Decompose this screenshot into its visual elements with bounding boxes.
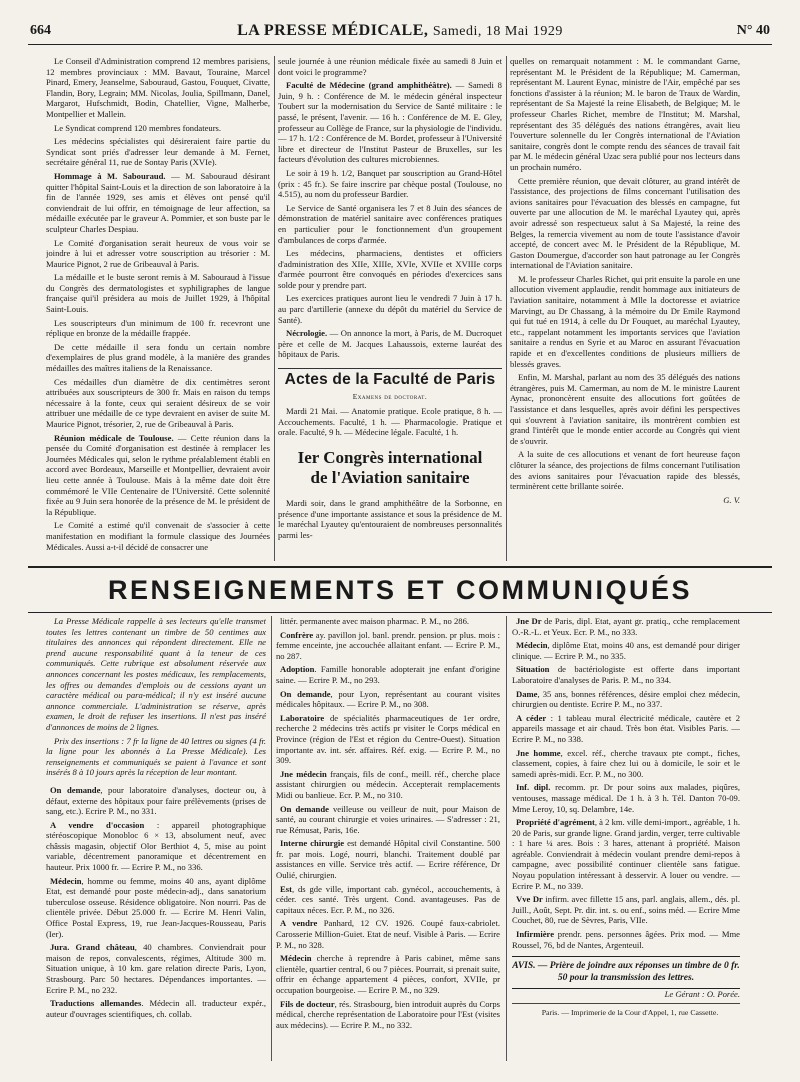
news-paragraph-text: Les médecins spécialistes qui désireraient faire partie du Syndicat sont priés d'adresser leur demande à M. Fernet, secrétaire général 11, rue de Sontay Paris (XVIe). — [46, 136, 270, 168]
classified-ad-text: de Paris, dipl. Etat, ayant gr. pratiq., cche remplacement O.-R.-L. et Yeux. Ecr. P. M., no 333. — [512, 616, 740, 637]
news-paragraph-text: Le Comité d'organisation serait heureux de vous voir se joindre à lui et adresser votre souscription au trésorier : M. Maurice Pignot, 2 rue de Gribeauval à Paris. — [46, 237, 270, 269]
classified-ad-heading: Traductions allemandes — [50, 998, 142, 1009]
ads-column-1-items — [46, 785, 266, 1019]
classified-ad-text: est demandé Hôpital civil Constantine. 500 fr. par mois. Logé, nourri, blanchi. Traitement doublé par assistances en ville. Service très actif. — Ecrire référence, Dr Oulié, chirurgien. — [276, 838, 500, 881]
classified-ad-heading: Inf. dipl. — [516, 782, 551, 793]
news-paragraph — [278, 168, 502, 200]
classified-ad — [276, 616, 500, 627]
news-column-2-items — [278, 56, 502, 360]
news-paragraph-text: Les souscripteurs d'un minimum de 100 fr. recevront une réplique en bronze de la médaille frappée. — [46, 317, 270, 339]
ads-prices: Prix des insertions : 7 fr la ligne de 40 lettres ou signes (4 fr. la ligne pour les abonnés à La Presse Médicale). Les renseignements et communiqués se paient à l'avance et sont insérés 8 à 10 jours après la réception de leur montant. — [46, 735, 266, 778]
news-paragraph-text: seule journée à une réunion médicale fixée au samedi 8 Juin et dont voici le programme? — [278, 56, 502, 77]
news-column-1 — [46, 56, 270, 561]
classified-ad-text: , excel. réf., cherche travaux pte compt., fiches, classement, copies, à faire chez lui ou à domicile, le soir et le samedi après-midi. Ecr. P. M., no 300. — [512, 747, 740, 779]
classified-ad — [276, 664, 500, 685]
ads-column-3-items — [512, 616, 740, 950]
news-paragraph — [278, 80, 502, 165]
classified-ad-heading: Jne Dr — [516, 616, 542, 626]
classified-ad — [276, 884, 500, 916]
congres-paragraph — [510, 449, 740, 491]
classified-ad-heading: On demande — [280, 803, 329, 814]
news-paragraph-text: — Samedi 8 Juin, 9 h. : Conférence de M. le médecin général inspecteur Toubert sur la modernisation du Service de Santé militaire : le passé, le présent, l'avenir. — 16 h. : Conférence de M. E. Gley, professeur au Collège de France, sur la physiologie de l'individu. — 17 h. 1/2 : Conférence de M. Bordet, professeur à l'Université libre et directeur de l'Institut Pasteur de Bruxelles, sur les facteurs d'évolution des cultures microbiennes. — [278, 80, 502, 165]
classified-ad-text: : appareil photographique stéréoscopique Monobloc 6 × 13, absolument neuf, avec châssis magasin, objectif Olor Berthiot 4, 5, mise au point variable, décentrement panoramique et décentrement en hauteur. Prix 1000 fr. — Ecrire P. M., no 336. — [46, 819, 266, 873]
news-paragraph — [46, 377, 270, 430]
classified-ad-heading: A vendre d'occasion — [50, 819, 145, 830]
faculte-subtitle: Examens de doctorat. — [352, 391, 428, 401]
classified-ad — [512, 689, 740, 710]
news-column-2 — [278, 56, 502, 561]
ads-column-3 — [512, 616, 740, 1064]
column-divider — [271, 616, 272, 1061]
classified-ad-heading: On demande — [50, 784, 101, 795]
classified-ad — [512, 640, 740, 661]
classified-ad — [276, 713, 500, 766]
news-column-3 — [510, 56, 740, 561]
classified-ad-text: , 40 chambres. Conviendrait pour maison de repos, convalescents, régimes, Altitude 300 m. Situation unique, à 10 km. gare relation directe Paris, Lyon, Strasbourg. Parc 50 hectares. Dépendances importantes. — Ecrire P. M., no 232. — [46, 942, 266, 995]
classified-ad — [46, 998, 266, 1019]
congres-paragraph-text: Cette première réunion, que devait clôturer, au grand intérêt de l'assistance, des projections de films concernant l'utilisation des avions sanitaires pour l'évacuation des blessés en campagne, fut ouverte par une allocution de M. le maréchal Lyautey qui, après avoir adressé son respectueux salut à Sa Majesté, la reine des Belges, la remercia vivement au nom de toute l'assistance d'avoir accepté, de concert avec M. le Président de la République, M. Gaston Doumergue, d'accorder son haut patronage au Ier Congrès international de l'Aviation sanitaire. — [510, 175, 740, 271]
classified-ad-heading: Jne médecin — [280, 768, 327, 779]
news-paragraph-text: La médaille et le buste seront remis à M. Sabouraud à l'issue du Congrès des dermatologistes et syphiligraphes de langue française qui'il présidera au mois de Juillet 1929, à l'hôpital Saint-Louis. — [46, 272, 270, 315]
classified-ad-heading: Médecin — [50, 875, 82, 886]
classified-ad-heading: Dame — [516, 688, 538, 699]
classified-ad-text: Panhard, 12 CV. 1926. Coupé faux-cabriolet. Carosserie Million-Guiet. Etat de neuf. Visible à Paris. — Ecrire P. M., no 328. — [276, 918, 500, 950]
classified-ad-text: , rés. Strasbourg, bien introduit auprès du Corps médical, cherche représentation de Laboratoire pour l'Est (visites aux médecins). — Ecrire P. M., no 332. — [276, 998, 500, 1030]
classified-ad — [46, 785, 266, 817]
avis-box: AVIS. — Prière de joindre aux réponses un timbre de 0 fr. 50 pour la transmission des lettres. — [512, 956, 740, 989]
news-paragraph — [46, 56, 270, 120]
news-paragraph-heading: Faculté de Médecine (grand amphithéâtre). — [286, 80, 452, 91]
congres-intro: Mardi soir, dans le grand amphithéâtre de la Sorbonne, en présence d'une importante assistance et sous la présidence de M. le maréchal Lyautey qu'entouraient de nombreuses personnalités parmi les- — [278, 498, 502, 540]
news-paragraph-text: — M. Sabouraud désirant quitter l'hôpital Saint-Louis et la direction de son laboratoire à la fin de l'année 1929, ses amis et élèves ont pensé qu'il conviendrait de lui offrir, en témoignage de leur affection, sa médaille exécutée par le graveur A. Pommier, et son buste par le sculpteur Charles Despiau. — [46, 170, 270, 234]
congres-paragraph-text: quelles on remarquait notamment : M. le commandant Garne, représentant M. le Président de la République; M. Camerman, représentant M. Laurent Eynac, ministre de l'Air, empêché par ses fonctions d'assister à la réunion; M. le baron de Traux de Wardin, représentant de Sa Majesté la reine Elisabeth, de Belgique; M. le professeur Charles Richet, membre de l'Institut; M. Marshal, représentant des 35 délégués des nations étrangères, avait lieu l'ouverture solennelle du Ier Congrès international de l'Aviation sanitaire, congrès dont le compte rendu des séances de travail fait par M. le médecin général Uzac sera publié pour nos lecteurs dans un prochain numéro. — [510, 56, 740, 172]
classified-ad — [276, 769, 500, 801]
section-title: RENSEIGNEMENTS ET COMMUNIQUÉS — [107, 575, 693, 605]
classified-ad-text: littér. permanente avec maison pharmac. P. M., no 286. — [280, 616, 470, 626]
column-divider — [506, 616, 507, 1061]
issue-date: Samedi, 18 Mai 1929 — [432, 24, 563, 39]
news-paragraph-text: — On annonce la mort, à Paris, de M. Ducroquet père et celle de M. Jacques Lahaussois, externe lauréat des hôpitaux de Paris. — [278, 328, 502, 360]
news-paragraph — [278, 203, 502, 245]
congres-paragraph-text: A la suite de ces allocutions et venant de fort heureuse façon clôturer la séance, des projections de films concernant l'utilisation des avions sanitaires pour l'évacuation rapide des blessés, terminèrent cette brillante soirée. — [510, 449, 740, 492]
news-paragraph — [46, 342, 270, 374]
section-banner — [28, 566, 772, 613]
classified-ad — [276, 918, 500, 950]
congres-paragraph — [510, 372, 740, 446]
news-paragraph — [46, 520, 270, 552]
article-signature: G. V. — [723, 494, 740, 505]
classified-ad — [512, 616, 740, 637]
classified-ad — [276, 953, 500, 995]
faculte-text: Mardi 21 Mai. — Anatomie pratique. Ecole pratique, 8 h. — Accouchements. Faculté, 1 h. — Pharmacologie. Pratique et orale. Faculté, 9 h. — Médecine légale. Faculté, 1 h. — [278, 406, 502, 438]
news-paragraph — [46, 318, 270, 339]
classified-ad — [276, 630, 500, 662]
news-paragraph — [46, 123, 270, 134]
classified-ad-text: , homme ou femme, moins 40 ans, ayant diplôme Etat, est demandé pour poste médecin-adj., dans sanatorium tuberculose osseuse. Résidence obligatoire. Non nourri. Pas de clientèle privée. Début 25.000 fr. — Ecrire M. Henri Valin, Office Postal Express, 19, rue Jean-Jacques-Rousseau, Paris (Ier). — [46, 875, 266, 939]
page-header — [28, 22, 772, 45]
classified-ad-heading: Situation — [516, 664, 550, 675]
classified-ad — [512, 713, 740, 745]
classified-ad-text: , diplôme Etat, moins 40 ans, est demandé pour diriger clinique. — Ecrire P. M., no 335. — [512, 640, 740, 661]
classified-ad — [276, 838, 500, 880]
classified-ad-text: de spécialités pharmaceutiques de 1er ordre, recherche 2 médecins très actifs pr visiter le Corps médical en Province (région de l'Est et région du Centre-Ouest). Situation importante av. int. sér. affaires. Réf. exig. — Ecrire P. M., no 309. — [276, 712, 500, 766]
classified-ad-text: de bactériologiste est offerte dans important Laboratoire d'analyses de Paris. P. M., no 334. — [512, 664, 740, 685]
classified-ad-heading: Infirmière — [516, 929, 555, 940]
column-divider — [274, 56, 275, 561]
classified-ad-text: . Médecin all. traducteur expér., auteur d'ouvrages scientifiques, ch. collab. — [46, 998, 266, 1019]
news-paragraph-text: De cette médaille il sera fondu un certain nombre d'exemplaires de plus grand modèle, à la manière des grandes médailles des maîtres italiens de la Renaissance. — [46, 341, 270, 374]
classified-ad — [46, 820, 266, 873]
classified-ad-heading: Vve Dr — [516, 894, 543, 905]
classified-ad-text: , 35 ans, bonnes références, désire emploi chez médecin, chirurgien ou dentiste. Ecrire P. M., no 337. — [512, 688, 740, 710]
classified-ad-heading: Est — [280, 883, 292, 894]
congres-paragraph-text: M. le professeur Charles Richet, qui prit ensuite la parole en une allocution vivement applaudie, rendit hommage aux initiateurs de l'aviation sanitaire, notamment à Mlle la doctoresse et aviatrice Marvingt, au Dr Chassang, à la mémoire du Dr Emile Raymond qui fut tué en 1914, à celle du Dr Fouquet, au maréchal Lyautey, etc., rappelant notamment les importants services que l'aviation sanitaire a rendus en Syrie et au Maroc en assurant l'évacuation rapide et en d'excellentes conditions de plusieurs milliers de blessés graves. — [510, 273, 740, 369]
ads-notice: La Presse Médicale rappelle à ses lecteurs qu'elle transmet toutes les lettres contenant un timbre de 50 centimes aux titulaires des annonces qui répondent directement. Elle ne prend aucune responsabilité quant à la teneur de ces communiqués. Cette rubrique est absolument réservée aux annonces concernant les postes médicaux, les remplacements, les offres ou demandes d'emplois ou de cessions ayant un caractère médical ou para-médical; il n'y est inséré aucune annonce commerciale. L'administration se réserve, après examen, le droit de refuser les insertions. Il n'est pas inséré d'annonces de moins de 2 lignes. — [46, 616, 266, 732]
classified-ad-heading: Médecin — [280, 953, 312, 964]
congres-title — [278, 448, 502, 488]
classified-ad-text: . Famille honorable adopterait jne enfant d'origine saine. — Ecrire P. M., no 293. — [276, 664, 500, 685]
news-paragraph — [278, 248, 502, 290]
classified-ad — [512, 782, 740, 814]
classified-ad-heading: A céder — [516, 712, 547, 723]
classified-ad-text: cherche à reprendre à Paris cabinet, même sans clientèle, quartier central, 6 ou 7 pièces. Pourrait, si prenait suite, offrir en échange appartement 4 pièces, confort, XVIIe, pr occupation bourgeoise. — Ecrire P. M., no 329. — [276, 953, 500, 995]
news-paragraph — [46, 272, 270, 314]
classified-ad-text: ay. pavillon jol. banl. prendr. pension. pr plus. mois : femme enceinte, jne accouchée allaitant enfant. — Ecrire P. M., no 287. — [276, 629, 500, 661]
column-divider — [506, 56, 507, 561]
classified-ad — [512, 929, 740, 950]
classified-ad-heading: Jne homme — [516, 747, 561, 758]
ads-column-1 — [46, 616, 266, 1061]
gerant-line: Le Gérant : O. Porée. — [664, 989, 740, 1000]
ads-column-2 — [276, 616, 500, 1061]
classified-ad-heading: Adoption — [280, 664, 315, 675]
news-paragraph — [46, 171, 270, 235]
congres-paragraph-text: Enfin, M. Marshal, parlant au nom des 35 délégués des nations étrangères, puis M. Camerman, au nom de M. le ministre Laurent Aynac, prononcèrent ensuite des allocutions fort goûtées de l'assistance et dans lesquelles, après avoir défini les perspectives qui s'ouvrent à l'aviation sanitaire, ils montrèrent combien est grand l'intérêt que le monde entier accorde au Congrès qui vient de s'ouvrir. — [510, 372, 740, 446]
classified-ad — [276, 689, 500, 710]
classified-ad-text: français, fils de conf., meill. réf., cherche place assistant chirurgien ou médecin. Accepterait remplacements Midi ou banlieue. Ecr. P. M., no 310. — [276, 768, 500, 800]
news-paragraph — [278, 328, 502, 360]
news-paragraph — [46, 136, 270, 168]
classified-ad-text: , ds gde ville, important cab. gynécol., accouchements, à céder. ces santé. Très urgent. Cond. avantageuses. Pas de capitaux néces. Ecr. P. M., no 326. — [276, 883, 500, 915]
classified-ad-heading: Jura. Grand château — [50, 942, 135, 953]
classified-ad-heading: Interne chirurgie — [280, 838, 345, 849]
imprimerie-line: Paris. — Imprimerie de la Cour d'Appel, 1, rue Cassette. — [512, 1003, 740, 1019]
masthead-title — [28, 22, 772, 40]
classified-ad — [46, 942, 266, 995]
classified-ad-heading: Propriété d'agrément — [516, 817, 595, 828]
classified-ad-text: infirm. avec fillette 15 ans, parl. anglais, allem., dés. pl. Juill., Août, Sept. Pr. dir. int. s. ou enf., soins méd. — Ecrire Mme Couchet, 80, rue de Sèvres, Paris, VIIe. — [512, 894, 740, 926]
classified-ad-heading: A vendre — [280, 918, 318, 929]
news-paragraph-text: Le Conseil d'Administration comprend 12 membres parisiens, 12 membres provinciaux : MM. Bavaut, Touraine, Marcel Pinard, Emery, Jeanselme, Sabouraud, Gastou, Fouquet, Civatte, Flandin, Bory, Legrain; MM. Nicolas, Joulia, Spillmann, Danel, Margarot, Hufschmidt, Bodin, Chatellier, Vigne, Malherbe, Montpellier et Mallein. — [46, 56, 270, 119]
news-column-3-items — [510, 56, 740, 492]
classified-ad — [46, 876, 266, 940]
classified-ad-text: , à 2 km. ville demi-import., agréable, 1 h. 20 de Paris, sur grande ligne. Grand jardin, verger, terre cultivable : 1 hare ¼ ares. Bois : 3 hares, attenant à propriété. Maison agréable. Conviendrait à médecin voulant prendre demi-repos à campagne, avec possibilité continuer clientèle sans fatigue. Noyau population intéressant à desservir. A louer ou vendre. — Ecrire P. M., no 339. — [512, 817, 740, 891]
classified-ad-text: , pour laboratoire d'analyses, docteur ou, à défaut, externe des hôpitaux pour faire prélèvements (prises de sang, etc.). Ecrire P. M., no 331. — [46, 784, 266, 817]
classified-ad-heading: On demande — [280, 688, 331, 699]
news-paragraph-text: Le soir à 19 h. 1/2, Banquet par souscription au Grand-Hôtel (prix : 45 fr.). Se faire inscrire par chèque postal (Toulouse, no 4.515), au nom du professeur Bardier. — [278, 167, 502, 200]
congres-paragraph — [510, 56, 740, 173]
news-paragraph-text: Les médecins, pharmaciens, dentistes et officiers d'administration des XIIe, XIIIe, XVIe, XVIIe et XVIIIe corps d'armée pourront être convoqués en périodes d'exercices sans solde pour y prendre part. — [278, 248, 502, 290]
classified-ad — [512, 748, 740, 780]
classified-ad — [512, 817, 740, 891]
classified-ad-text: : 1 tableau mural électricité médicale, cautère et 2 appareils massage et air chaud. Très bon état. Visibles Paris. — Ecrire P. M., no 338. — [512, 712, 740, 744]
news-paragraph-text: Le Comité a estimé qu'il convenait de s'associer à cette manifestation en modifiant la formule classique des Journées Médicales. Aussi a-t-il décidé de consacrer une — [46, 520, 270, 552]
news-paragraph-text: Ces médailles d'un diamètre de dix centimètres seront attribuées aux souscripteurs de 300 fr. Mais en raison du temps nécessaire à la fonte, ceux qui seraient désireux de se voir attribuer une médaille de ce type devraient en aviser de suite M. Maurice Pignot, trésorier, 2, rue de Gribeauval à Paris. — [46, 376, 270, 429]
news-paragraph — [46, 433, 270, 518]
news-paragraph-heading: Hommage à M. Sabouraud. — [54, 170, 166, 181]
classified-ad-heading: Laboratoire — [280, 712, 325, 723]
news-paragraph — [46, 238, 270, 270]
congres-title-line-1: Ier Congrès international — [297, 448, 483, 467]
classified-ad — [512, 664, 740, 685]
congres-paragraph — [510, 274, 740, 369]
classified-ad-heading: Fils de docteur — [280, 998, 335, 1009]
news-paragraph-heading: Réunion médicale de Toulouse. — [54, 432, 174, 443]
classified-ad-text: prendr. pens. personnes âgées. Prix mod. — Mme Roussel, 76, bd de Nantes, Argenteuil. — [512, 929, 740, 950]
congres-title-line-2: de l'Aviation sanitaire — [310, 468, 470, 487]
page-number: 664 — [30, 23, 51, 38]
classified-ad — [512, 894, 740, 926]
news-paragraph — [278, 293, 502, 325]
issue-number: N° 40 — [736, 23, 770, 38]
news-paragraph-text: — Cette réunion dans la pensée du Comité d'organisation est destinée à remplacer les Journées Médicales qui, selon le rythme préalablement établi en accord avec Bordeaux, Marseille et Montpellier, devraient avoir lieu cette année à Toulouse. Mais à la même date doit être commémoré le VIIe Centenaire de l'Université. Cette solennité fixée au 9 Juin sera honorée de la présence de M. le président de la République. — [46, 432, 270, 517]
classified-ad-heading: Médecin — [516, 640, 548, 651]
news-paragraph-text: Le Service de Santé organisera les 7 et 8 Juin des séances de démonstration de matériel sanitaire avec conférences pratiques en particulier pour le fonctionnement d'un groupement d'ambulances de corps d'armée. — [278, 202, 502, 245]
journal-title: LA PRESSE MÉDICALE, — [237, 22, 429, 39]
news-paragraph-heading: Nécrologie. — [286, 328, 328, 339]
faculte-title: Actes de la Faculté de Paris — [278, 368, 502, 386]
classified-ad-text: veilleuse ou veilleur de nuit, pour Maison de santé, au courant chirurgie et voies urinaires. — S'adresser : 21, rue Rémusat, Paris, 16e. — [276, 803, 500, 835]
classified-ad-text: , pour Lyon, représentant au courant visites médicales hôpitaux. — Ecrire P. M., no 308. — [276, 688, 500, 710]
news-paragraph-text: Les exercices pratiques auront lieu le vendredi 7 Juin à 17 h. au parc d'artillerie (annexe du dépôt du matériel du Service de Santé). — [278, 293, 502, 325]
classified-ad-heading: Confrère — [280, 629, 314, 640]
news-paragraph — [278, 56, 502, 77]
classified-ad — [276, 999, 500, 1031]
classified-ad-text: recomm. pr. Dr pour soins aux malades, piqûres, ventouses, massage médical. De 1 h. à 3 h. Tél. Danton 70-09. Mme Leroy, 10, sq. Delambre, 14e. — [512, 782, 740, 814]
congres-paragraph — [510, 176, 740, 271]
news-paragraph-text: Le Syndicat comprend 120 membres fondateurs. — [54, 122, 222, 133]
classified-ad — [276, 804, 500, 836]
